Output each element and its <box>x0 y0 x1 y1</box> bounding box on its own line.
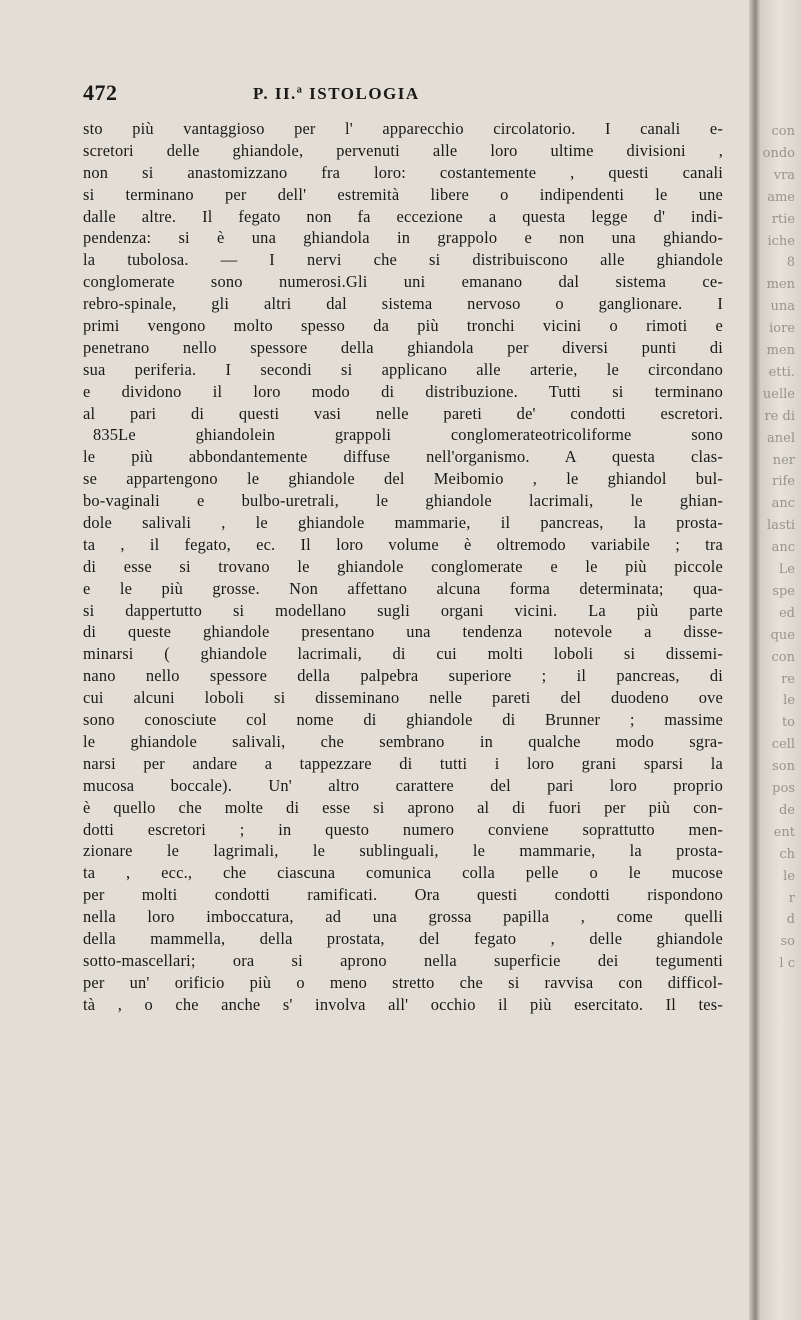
facing-page-fragment: ner <box>772 452 795 468</box>
text-line: della mammella, della prostata, del fegato , delle ghiandole <box>83 928 723 948</box>
text-line: narsi per andare a tappezzare di tutti i loro grani sparsi la <box>83 753 723 773</box>
text-line: ta , il fegato, ec. Il loro volume è oltremodo variabile ; tra <box>83 534 723 554</box>
facing-page-fragment: men <box>766 277 795 293</box>
text-line: nano nello spessore della palpebra superiore ; il pancreas, di <box>83 666 723 686</box>
facing-page-fragment: ame <box>767 189 795 205</box>
text-line: zionare le lagrimali, le sublinguali, le mammarie, la prosta- <box>83 841 723 861</box>
facing-page-fragment: ent <box>773 824 795 840</box>
text-line: scretori delle ghiandole, pervenuti alle loro ultime divisioni , <box>83 140 723 160</box>
text-line: non si anastomizzano fra loro: costantemente , questi canali <box>83 162 723 182</box>
facing-page-fragment: men <box>766 343 795 358</box>
facing-page-fragment: anc <box>771 496 795 512</box>
facing-page-fragment: una <box>770 299 795 315</box>
facing-page-fragment: le <box>783 868 795 884</box>
text-line: pendenza: si è una ghiandola in grappolo e non una ghiando- <box>83 228 723 248</box>
facing-page-fragment: Le <box>778 562 795 577</box>
text-line: cui alcuni loboli si disseminano nelle pareti del duodeno ove <box>83 688 723 708</box>
facing-page-fragment: spe <box>772 583 795 599</box>
facing-page-fragment: rtie <box>771 211 795 227</box>
body-text <box>83 118 723 1016</box>
facing-page-fragment: con <box>771 124 795 139</box>
facing-page-fragment: iche <box>767 233 795 249</box>
text-line: e le più grosse. Non affettano alcuna forma determinata; qua- <box>83 578 723 598</box>
page-header <box>83 80 723 110</box>
text-line: è quello che molte di esse si aprono al di fuori per più con- <box>83 797 723 817</box>
facing-page-fragment: uelle <box>762 386 795 402</box>
facing-page-fragment: ch <box>779 846 795 862</box>
text-line: mucosa boccale). Un' altro carattere del pari loro proprio <box>83 775 723 795</box>
facing-page-fragment: de <box>778 802 795 818</box>
facing-page-fragment: re di <box>764 408 795 424</box>
text-line: dalle altre. Il fegato non fa eccezione a questa legge d' indi- <box>83 206 723 226</box>
text-line: sua periferia. I secondi si applicano alle arterie, le circondano <box>83 359 723 379</box>
page-number: 472 <box>83 80 118 105</box>
text-line: nella loro imboccatura, ad una grossa papilla , come quelli <box>83 907 723 927</box>
running-head: P. II.ª ISTOLOGIA <box>253 84 420 103</box>
text-line: la tubolosa. — I nervi che si distribuiscono alle ghiandole <box>83 250 723 270</box>
facing-page-fragment: iore <box>769 321 795 337</box>
text-line: minarsi ( ghiandole lacrimali, di cui molti loboli si dissemi- <box>83 644 723 664</box>
facing-page-fragment: so <box>780 934 795 950</box>
facing-page-fragment: son <box>772 759 795 775</box>
facing-page-fragment: ondo <box>762 145 795 161</box>
text-line: e dividono il loro modo di distribuzione. Tutti si terminano <box>83 381 723 401</box>
facing-page-fragment: 8 <box>786 255 795 271</box>
text-line: si terminano per dell' estremità libere o indipendenti le une <box>83 184 723 204</box>
text-line: per molti condotti ramificati. Ora questi condotti rispondono <box>83 885 723 905</box>
text-line: si dappertutto si modellano sugli organi vicini. La più parte <box>83 600 723 620</box>
text-line: tà , o che anche s' involva all' occhio il più esercitato. Il tes- <box>83 994 723 1014</box>
facing-page-fragment: le <box>783 693 795 709</box>
facing-page-fragment: que <box>770 627 795 643</box>
facing-page-fragment: lasti <box>767 518 795 534</box>
text-line: rebro-spinale, gli altri dal sistema nervoso o ganglionare. I <box>83 294 723 314</box>
text-line: conglomerate sono numerosi.Gli uni emanano dal sistema ce- <box>83 272 723 292</box>
facing-page-fragment: vra <box>773 167 795 183</box>
facing-page-fragment: rife <box>772 474 795 490</box>
facing-page-fragment: ed <box>778 605 795 621</box>
text-line: le ghiandole salivali, che sembrano in qualche modo sgra- <box>83 731 723 751</box>
text-line: le più abbondantemente diffuse nell'organismo. A questa clas- <box>83 447 723 467</box>
text-line: bo-vaginali e bulbo-uretrali, le ghiandole lacrimali, le ghian- <box>83 491 723 511</box>
text-line: dole salivali , le ghiandole mammarie, il pancreas, la prosta- <box>83 513 723 533</box>
text-line: se appartengono le ghiandole del Meibomio , le ghiandol bul- <box>83 469 723 489</box>
text-line: 835Le ghiandolein grappoli conglomerateotricoliforme sono <box>93 425 723 445</box>
facing-page-fragment: l c <box>779 956 795 972</box>
facing-page-fragment: etti. <box>768 364 795 380</box>
text-line: sotto-mascellari; ora si aprono nella superficie dei tegumenti <box>83 950 723 970</box>
text-line: di queste ghiandole presentano una tendenza notevole a disse- <box>83 622 723 642</box>
text-line: penetrano nello spessore della ghiandola per diversi punti di <box>83 337 723 357</box>
text-line: per un' orificio più o meno stretto che si ravvisa con difficol- <box>83 972 723 992</box>
text-line: dotti escretori ; in questo numero conviene soprattutto men- <box>83 819 723 839</box>
facing-page-fragment: anc <box>771 540 795 556</box>
facing-page-fragment: to <box>781 715 795 731</box>
facing-page-fragment: anel <box>767 430 795 446</box>
text-line: primi vengono molto spesso da più tronchi vicini o rimoti e <box>83 316 723 336</box>
facing-page-fragment: d <box>786 912 795 928</box>
facing-page-fragment: re <box>781 671 795 687</box>
facing-page-fragment: con <box>771 649 795 665</box>
text-line: sono conosciute col nome di ghiandole di Brunner ; massime <box>83 710 723 730</box>
facing-page-fragment: cell <box>771 737 795 753</box>
text-line: di esse si trovano le ghiandole conglomerate e le più piccole <box>83 556 723 576</box>
text-line: ta , ecc., che ciascuna comunica colla pelle o le mucose <box>83 863 723 883</box>
facing-page-fragment: r <box>788 890 795 906</box>
facing-page-fragment: pos <box>772 781 795 796</box>
text-line: sto più vantaggioso per l' apparecchio circolatorio. I canali e- <box>83 119 723 138</box>
text-line: al pari di questi vasi nelle pareti de' condotti escretori. <box>83 403 723 423</box>
